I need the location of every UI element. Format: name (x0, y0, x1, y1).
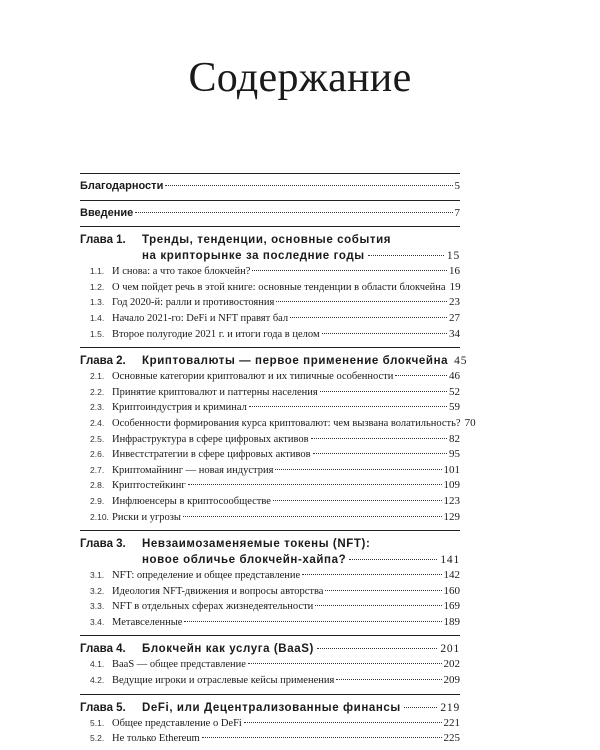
leader-dots (325, 590, 441, 591)
section-title: Принятие криптовалют и паттерны населения (112, 386, 318, 398)
section-title: Криптомайнинг — новая индустрия (112, 464, 274, 476)
page-number: 141 (440, 554, 460, 567)
section-entry[interactable] (80, 327, 460, 343)
divider (80, 694, 460, 695)
leader-dots (244, 722, 442, 723)
section-number: 2.5. (90, 433, 105, 444)
section-title: BaaS — общее представление (112, 659, 246, 671)
leader-dots (315, 605, 441, 606)
leader-dots (165, 185, 452, 186)
section-entry[interactable] (80, 369, 460, 385)
section-number: 3.2. (90, 585, 105, 596)
page-number: 189 (443, 615, 460, 628)
section-entry[interactable] (80, 311, 460, 327)
section-entry[interactable] (80, 400, 460, 416)
leader-dots (290, 317, 447, 318)
section-title: Инвестстратегии в сфере цифровых активов (112, 449, 311, 461)
divider (80, 200, 460, 201)
divider (80, 173, 460, 174)
page-number: 129 (443, 510, 460, 523)
page-number: 221 (443, 716, 460, 729)
chapter-heading[interactable] (80, 536, 460, 568)
chapter-title-line (80, 353, 468, 369)
toc-entry[interactable] (80, 179, 460, 195)
section-entry[interactable] (80, 615, 460, 631)
section-number: 3.3. (90, 601, 105, 612)
leader-dots (248, 663, 442, 664)
page-number: 109 (443, 479, 460, 492)
page-number: 82 (449, 432, 460, 445)
leader-dots (273, 500, 442, 501)
section-entry[interactable] (80, 280, 460, 296)
section-entry[interactable] (80, 432, 460, 448)
front-matter (80, 173, 460, 221)
page-number: 70 (464, 416, 476, 429)
section-number: 2.7. (90, 464, 105, 475)
chapter-title: DeFi, или Децентрализованные финансы (142, 701, 401, 714)
section-entry[interactable] (80, 657, 460, 673)
page-number: 59 (449, 401, 460, 414)
page-number: 169 (443, 600, 460, 613)
section-title: Второе полугодие 2021 г. и итоги года в целом (112, 328, 320, 340)
section-number: 1.3. (90, 297, 105, 308)
section-number: 3.1. (90, 570, 105, 581)
section-entry[interactable] (80, 716, 460, 732)
page-number: 34 (449, 327, 460, 340)
leader-dots (313, 453, 447, 454)
section-number: 4.1. (90, 659, 105, 670)
leader-dots (368, 255, 444, 256)
section-title: Общее представление о DeFi (112, 717, 242, 729)
section-number: 4.2. (90, 675, 105, 686)
entry-title: Введение (80, 206, 134, 219)
chapter-title-line (80, 232, 460, 248)
chapter-number: Глава 5. (80, 701, 126, 714)
section-title: NFT: определение и общее представление (112, 570, 301, 582)
section-title: Криптостейкинг (112, 480, 186, 492)
section-number: 3.4. (90, 616, 105, 627)
leader-dots (183, 516, 442, 517)
section-entry[interactable] (80, 494, 460, 510)
section-number: 2.1. (90, 371, 105, 382)
section-number: 1.4. (90, 312, 105, 323)
page-number: 7 (454, 206, 460, 219)
chapter-title: Невзаимозаменяемые токены (NFT): (142, 538, 371, 551)
chapter-title-line (80, 641, 460, 657)
page-number: 201 (440, 643, 460, 656)
section-number: 5.2. (90, 733, 105, 744)
section-number: 1.5. (90, 328, 105, 339)
section-number: 5.1. (90, 717, 105, 728)
section-entry[interactable] (80, 385, 460, 401)
section-entry[interactable] (80, 463, 460, 479)
page-number: 142 (443, 569, 460, 582)
section-title: Основные категории криптовалют и их типичные особенности (112, 371, 394, 383)
section-title: Идеология NFT-движения и вопросы авторства (112, 585, 324, 597)
section-number: 2.4. (90, 417, 105, 428)
chapter-title-line (80, 700, 460, 716)
chapter-heading[interactable] (80, 353, 468, 369)
chapter-heading[interactable] (80, 232, 460, 264)
section-title: Год 2020-й: ралли и противостояния (112, 297, 275, 309)
section-title: О чем пойдет речь в этой книге: основные тенденции в области блокчейна (112, 281, 446, 293)
chapter-title-line (80, 248, 460, 264)
chapter-title-line (80, 536, 460, 552)
section-entry[interactable] (80, 510, 460, 526)
leader-dots (404, 707, 438, 708)
entry-title: Благодарности (80, 180, 164, 192)
chapter-title: Блокчейн как услуга (BaaS) (142, 643, 314, 656)
chapter-heading[interactable] (80, 641, 460, 657)
chapter-heading[interactable] (80, 700, 460, 716)
leader-dots (317, 648, 437, 649)
page-number: 15 (446, 250, 460, 263)
section-number: 2.9. (90, 495, 105, 506)
section-entry[interactable] (80, 478, 460, 494)
leader-dots (336, 679, 441, 680)
section-entry[interactable] (80, 673, 460, 689)
section-entry[interactable] (80, 416, 476, 432)
leader-dots (322, 333, 447, 334)
section-number: 2.8. (90, 480, 105, 491)
chapter-number: Глава 2. (80, 355, 126, 368)
leader-dots (252, 270, 447, 271)
section-number: 1.1. (90, 266, 105, 277)
section-title: Криптоиндустрия и криминал (112, 402, 247, 414)
page-number: 209 (443, 674, 460, 687)
leader-dots (275, 469, 441, 470)
leader-dots (302, 574, 441, 575)
section-title: И снова: а что такое блокчейн? (112, 266, 251, 278)
page-number: 225 (443, 732, 460, 745)
leader-dots (349, 559, 437, 560)
chapter-title-line (80, 552, 460, 568)
page-number: 46 (449, 370, 460, 383)
page-number: 5 (454, 180, 460, 192)
section-title: Начало 2021-го: DeFi и NFT правят бал (112, 312, 289, 324)
section-title: Метавселенные (112, 616, 183, 628)
section-title: Ведущие игроки и отраслевые кейсы применения (112, 675, 335, 687)
leader-dots (320, 391, 447, 392)
section-entry[interactable] (80, 295, 460, 311)
chapter-title: Тренды, тенденции, основные события (142, 234, 392, 247)
section-entry[interactable] (80, 264, 460, 280)
divider (80, 635, 460, 636)
divider (80, 530, 460, 531)
chapter-title: новое обличье блокчейн-хайпа? (142, 554, 347, 567)
section-entry[interactable] (80, 568, 460, 584)
section-title: Особенности формирования курса криптовалют: чем вызвана волатильность? (112, 417, 461, 429)
chapter-number: Глава 1. (80, 234, 126, 247)
section-entry[interactable] (80, 447, 460, 463)
page-number: 219 (440, 701, 460, 714)
toc-entry[interactable] (80, 206, 460, 222)
section-number: 2.2. (90, 386, 105, 397)
page-number: 160 (443, 584, 460, 597)
section-number: 2.6. (90, 449, 105, 460)
section-title: Инфраструктура в сфере цифровых активов (112, 433, 309, 445)
section-title: Инфлюенсеры в криптосообществе (112, 495, 271, 507)
section-entry[interactable] (80, 731, 460, 747)
chapters-list (80, 226, 476, 747)
section-entry[interactable] (80, 584, 460, 600)
chapter-number: Глава 4. (80, 643, 126, 656)
section-number: 2.10. (90, 511, 109, 522)
section-entry[interactable] (80, 599, 460, 615)
leader-dots (202, 737, 442, 738)
page-number: 23 (449, 296, 460, 309)
page-number: 202 (443, 658, 460, 671)
page-number: 101 (443, 463, 460, 476)
divider (80, 347, 460, 348)
leader-dots (311, 438, 447, 439)
leader-dots (184, 621, 441, 622)
leader-dots (188, 484, 442, 485)
chapter-number: Глава 3. (80, 538, 126, 551)
chapter-title: на крипторынке за последние годы (142, 250, 365, 263)
leader-dots (249, 406, 447, 407)
section-number: 2.3. (90, 402, 105, 413)
page-number: 52 (449, 385, 460, 398)
page-number: 45 (454, 355, 468, 368)
section-title: Риски и угрозы (112, 511, 181, 523)
page-number: 123 (443, 494, 460, 507)
section-title: NFT в отдельных сферах жизнедеятельности (112, 601, 314, 613)
page-number: 27 (449, 311, 460, 324)
page-title: Содержание (188, 55, 412, 101)
chapter-title: Криптовалюты — первое применение блокчейна (142, 355, 449, 368)
leader-dots (395, 375, 447, 376)
divider (80, 226, 460, 227)
table-of-contents (80, 168, 476, 747)
page-number: 16 (449, 265, 460, 278)
page-number: 19 (449, 280, 461, 293)
section-title: Не только Ethereum (112, 733, 200, 745)
leader-dots (276, 301, 447, 302)
page-number: 95 (449, 448, 460, 461)
leader-dots (135, 212, 452, 213)
section-number: 1.2. (90, 281, 105, 292)
